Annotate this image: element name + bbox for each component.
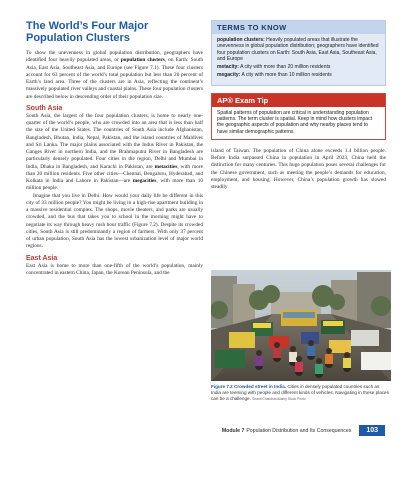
intro-paragraph [26,50,203,101]
ap-exam-tip-box [211,93,386,140]
term-megacities: megacities [132,178,157,184]
photo-credit: Shanti Chandran/Alamy Stock Photo [252,397,306,401]
term-label: population clusters: [217,37,265,43]
term-item [217,37,380,62]
street-scene-illustration [211,270,391,381]
page-footer [222,425,385,436]
footer-section-title: Population Distribution and Its Consequences [246,427,352,434]
east-asia-paragraph: East Asia is home to more than one-fifth of the world’s population, mainly concentrated in eastern China, Japan, the Korean Peninsula, and the [26,262,203,276]
right-column [211,20,386,191]
term-item [217,72,380,78]
term-label: megacity: [217,72,241,79]
figure-caption [211,384,389,402]
south-asia-text-c: , with more than 10 million people. [26,178,203,192]
section-title: The World’s Four Major Population Clusters [26,20,149,44]
intro-text-b: , on Earth: South Asia, East Asia, Southeast Asia, and Europe (see Figure 7.1). These four clusters account for 63 percent of the world’s total population but less than 20 percent of Earth’s land area. Three of the clusters are in Asia, reflecting the continent’s massively populated river valleys and coastal plains. These four population clusters are described below in descending order of their population size. [26,57,203,100]
footer-module: Module 7 [221,427,245,434]
intro-text-a: To show the unevenness in global population distribution, geographers have identified four heavily populated areas, or [26,50,203,64]
heading-east-asia: East Asia [26,254,58,262]
left-column [26,20,203,277]
terms-box-body [212,34,385,85]
term-definition: A city with more than 10 million residents [240,72,332,79]
east-asia-continued-paragraph: island of Taiwan. The population of China alone exceeds 1.4 billion people. Before India surpassed China in population in April 2023, China held the distinction for many centuries. This huge population poses several challenges for the Chinese government, such as meeting the people’s demands for education, employment, and housing. However, China’s population growth has slowed steadily [211,147,386,191]
south-asia-text-a: South Asia, the largest of the four population clusters, is home to nearly one-quarter of the world’s people, who are crowded into an area that is less than half the size of the United States. The countries of South Asia include Afghanistan, Bangladesh, Bhutan, India, Nepal, Pakistan, and the island countries of Maldives and Sri Lanka. The major plains associated with the Indus River in Pakistan, the Ganges River in northern India, and the Brahmaputra River in Bangladesh are particularly densely populated. Four cities in the region, Delhi and Mumbai in India, Dhaka in Bangladesh, and Karachi in Pakistan, are [26,112,203,170]
term-metacities: metacities [154,163,178,170]
term-definition: Heavily populated areas that illustrate the unevenness in global population distribution; geographers have identified four population clusters on Earth: South Asia, East Asia, Southeast Asia, and Europe [217,37,379,62]
south-asia-text-b: , with more than 20 million residents. Five other cities—Chennai, Bengaluru, Hyderabad, and Kolkata in India and Lahore in Pakistan—are [26,163,203,184]
caption-heading: Figure 7.2 Crowded street in India. [211,384,287,389]
page-number: 103 [359,425,385,436]
term-label: metacity: [217,64,239,71]
term-population-clusters: population clusters [120,57,165,64]
term-item [217,64,380,70]
ap-tip-text: Spatial patterns of population are critical in understanding population patterns. The term cluster is spatial. Keep in mind how clusters impact the geographic aspects of population and why nearby places tend to have similar demographic patterns. [217,109,372,135]
heading-south-asia: South Asia [26,104,63,112]
ap-tip-header: AP® Exam Tip [212,94,385,107]
terms-box-header: TERMS TO KNOW [212,21,385,34]
terms-to-know-box [211,20,386,86]
caption-text: Cities in densely populated countries such as India are teeming with people and different kinds of vehicles. Navigating in these places can be a challenge. [211,384,389,401]
crowded-street-photo [211,270,391,381]
term-definition: A city with more than 20 million residents [238,64,331,71]
south-asia-paragraph-2: Imagine that you live in Delhi. How would your daily life be different in this city of 33 million people? You might be living in a high-rise apartment building in a massive residential complex. The shops, movie theaters, and parks are usually crowded, and the bus that takes you to school in the morning might have to negotiate its way through heavy rush hour traffic (Figure 7.2). Despite its crowded cities, South Asia is still predominantly a region of farmers. With only 37 percent of urban population, South Asia has the lowest urbanization level of major world regions. [26,192,203,250]
south-asia-paragraph-1 [26,113,203,193]
